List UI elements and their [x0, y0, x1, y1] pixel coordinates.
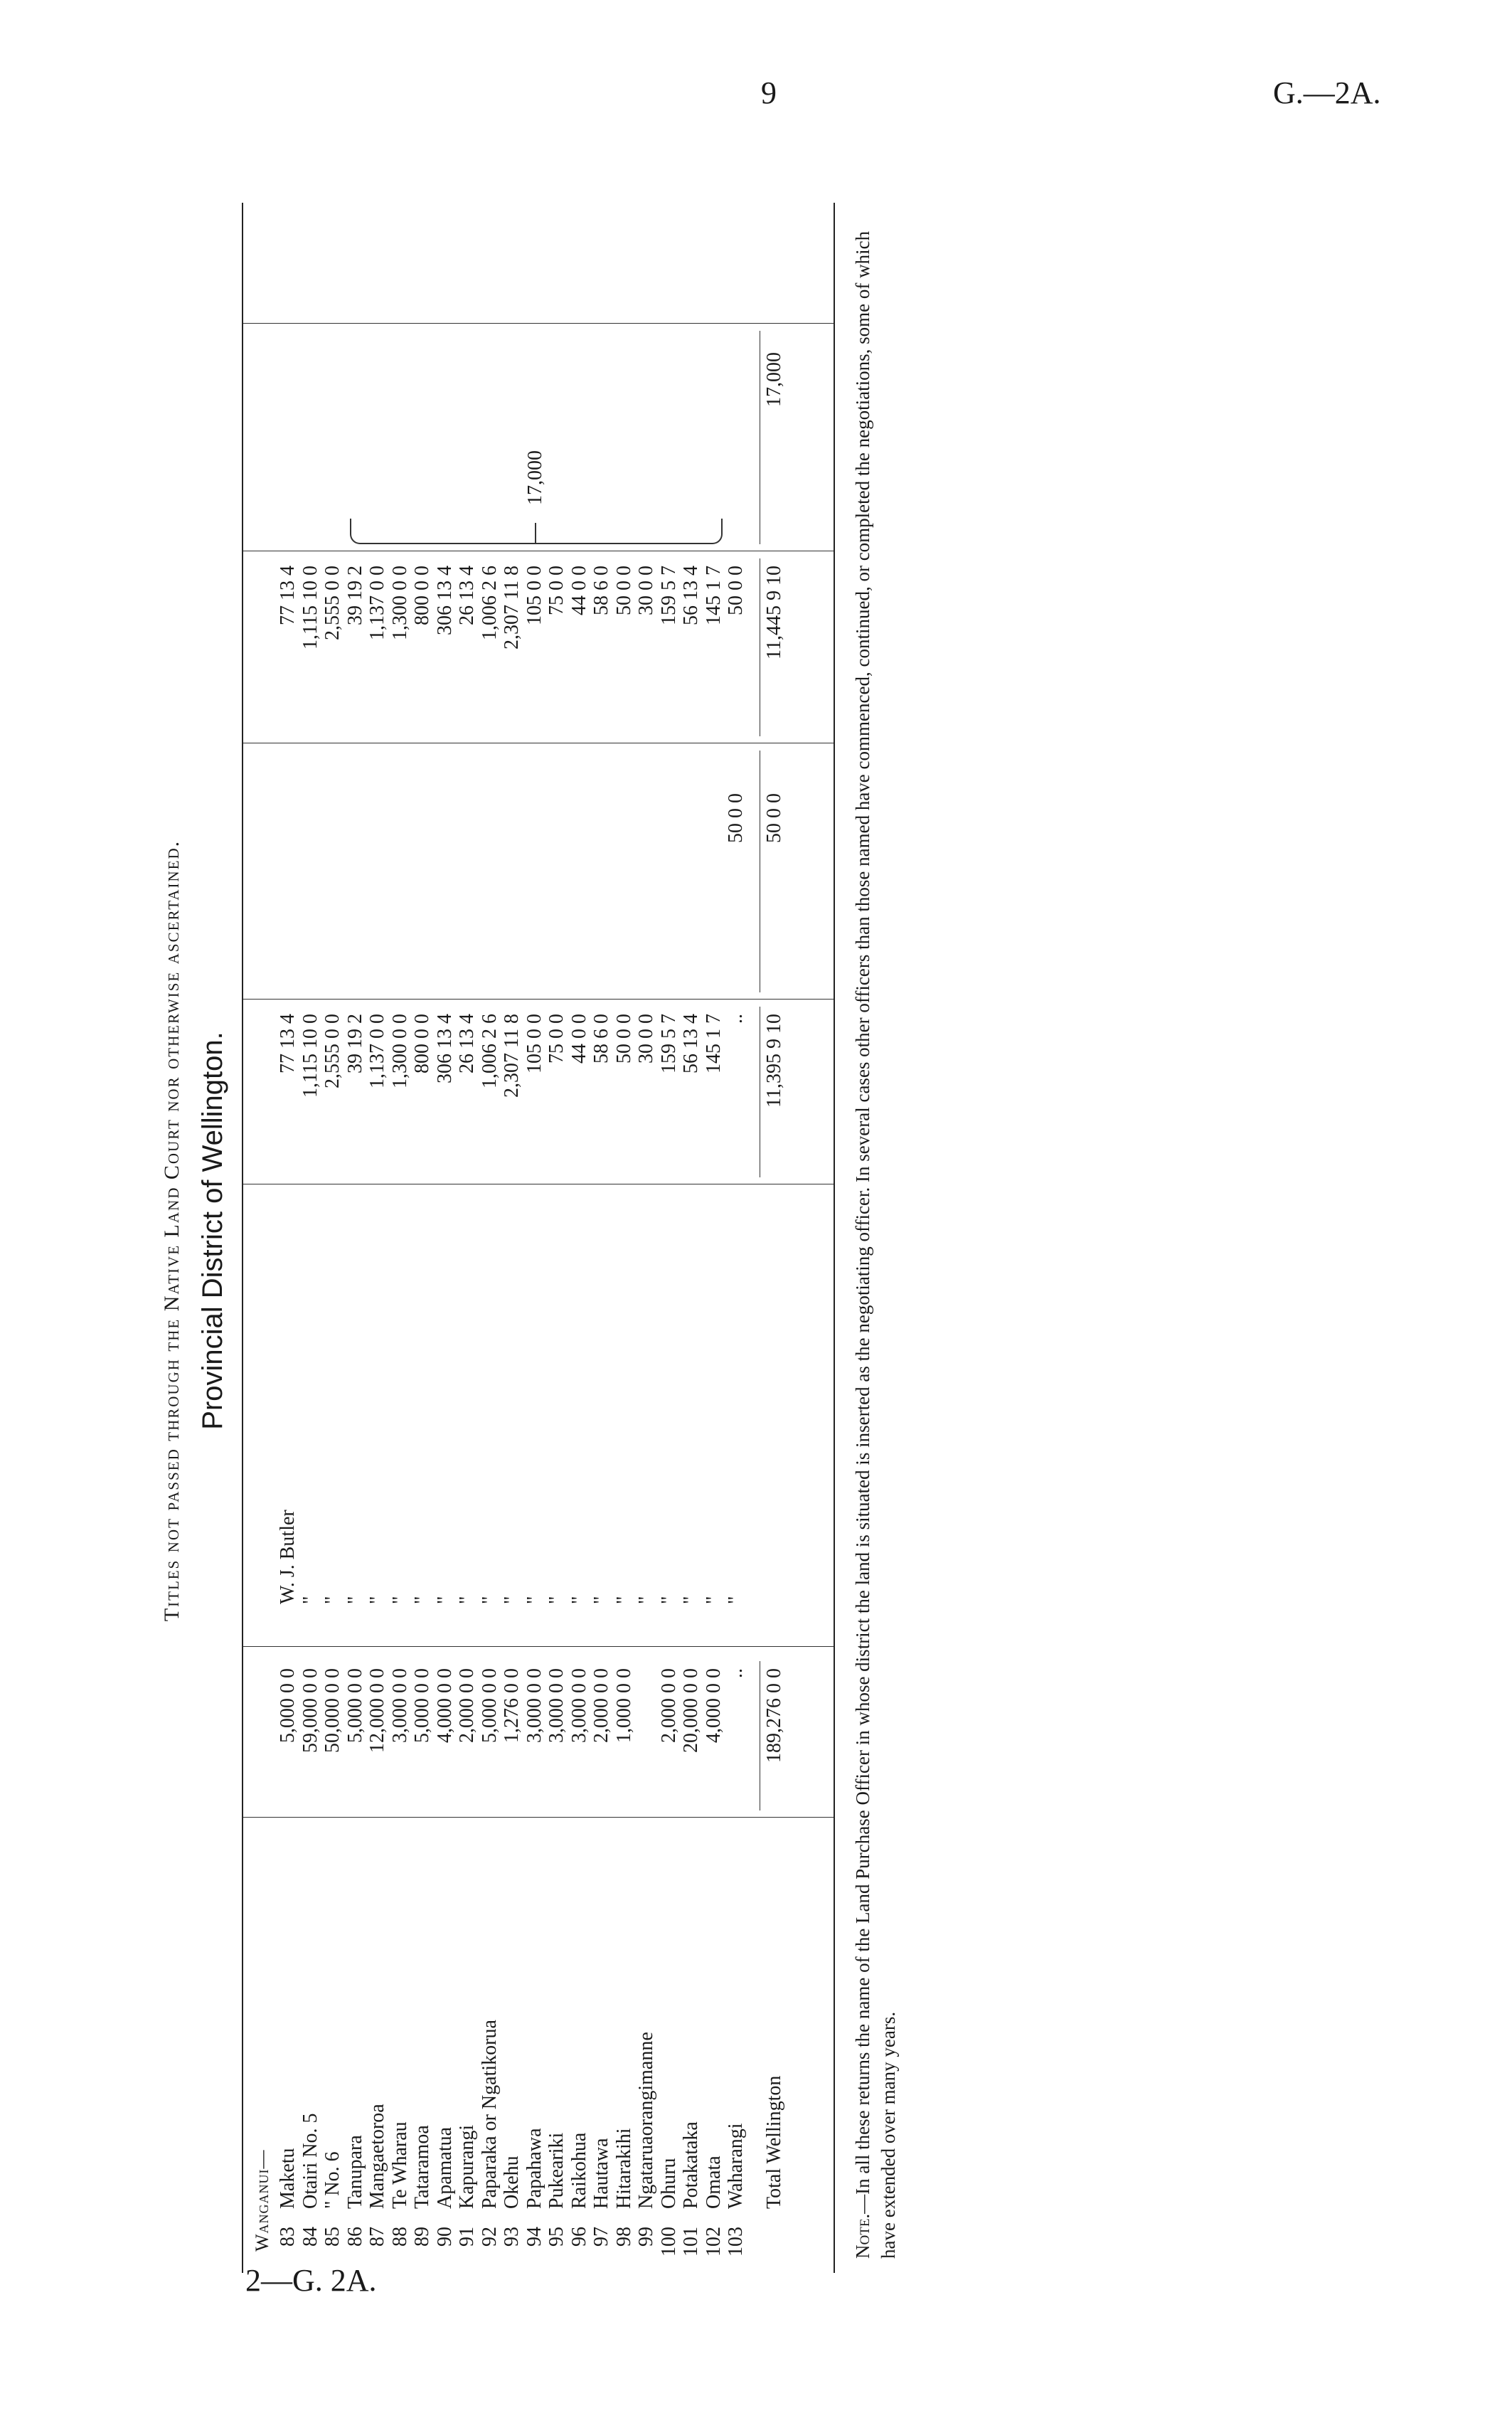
amount-total: 30 0 0: [635, 566, 657, 615]
block-name: Kapurangi: [456, 2124, 478, 2209]
area: 5,000 0 0: [411, 1668, 433, 1743]
row-number: 87: [366, 2227, 388, 2247]
officer: ": [411, 1596, 433, 1604]
area: 5,000 0 0: [277, 1668, 299, 1743]
block-name: Tanupara: [344, 2135, 366, 2209]
officer: ": [612, 1596, 635, 1604]
area: 12,000 0 0: [366, 1668, 388, 1753]
area: ..: [725, 1668, 747, 1678]
block-name: Te Wharau: [388, 2121, 411, 2209]
block-name: Otairi No. 5: [299, 2113, 321, 2209]
row-number: 101: [680, 2227, 702, 2257]
table-row: [300, 203, 321, 2273]
amount-total: 56 13 4: [680, 566, 702, 625]
row-number: 90: [433, 2227, 456, 2247]
amount-total: 1,300 0 0: [388, 566, 411, 640]
row-number: 96: [568, 2227, 590, 2247]
officer: ": [366, 1596, 388, 1604]
amount-total: 145 1 7: [702, 566, 725, 625]
table-row: [322, 203, 344, 2273]
officer: ": [680, 1596, 702, 1604]
table-row: [390, 203, 411, 2273]
note-text: —In all these returns the name of the Land Purchase Officer in whose district the land is situated is inserted as the negotiating officer. In several cases other officers than those named have commenced, continued, or completed the negotiations, some of which have extended over many years.: [852, 230, 899, 2259]
block-name: Mangaetoroa: [366, 2104, 388, 2209]
area: 2,000 0 0: [657, 1668, 680, 1743]
footnote: [850, 196, 901, 2259]
officer: ": [433, 1596, 456, 1604]
area: 1,276 0 0: [501, 1668, 523, 1743]
table-row: [546, 203, 568, 2273]
table-row: [479, 203, 501, 2273]
area: 50,000 0 0: [321, 1668, 344, 1753]
officer: ": [590, 1596, 612, 1604]
amount-total: 1,115 10 0: [299, 566, 321, 650]
amount-total: 58 6 0: [590, 566, 612, 615]
block-name: Tataramoa: [411, 2125, 433, 2209]
amount-paid: 1,137 0 0: [366, 1014, 388, 1088]
amount-paid: 1,006 2 6: [478, 1014, 501, 1088]
amount-paid: 56 13 4: [680, 1014, 702, 1073]
amount-paid: 44 0 0: [568, 1014, 590, 1064]
table-row: [501, 203, 523, 2273]
table-row: [435, 203, 456, 2273]
area: 3,000 0 0: [523, 1668, 545, 1743]
officer: ": [388, 1596, 411, 1604]
total-amount: 11,445 9 10: [762, 566, 785, 659]
amount-paid: 145 1 7: [702, 1014, 725, 1073]
table-row: [681, 203, 702, 2273]
amount-total: 26 13 4: [456, 566, 478, 625]
total-grand: 17,000: [762, 352, 785, 407]
amount-paid: 105 0 0: [523, 1014, 545, 1073]
area: 3,000 0 0: [388, 1668, 411, 1743]
block-name: Waharangi: [725, 2123, 747, 2209]
block-name: Paparaka or Ngatikorua: [478, 2020, 501, 2209]
amount-total: 77 13 4: [277, 566, 299, 625]
amount-total: 75 0 0: [545, 566, 568, 615]
amount-total: 159 5 7: [657, 566, 680, 625]
amount-paid: 2,555 0 0: [321, 1014, 344, 1088]
total-amount-other: 50 0 0: [762, 793, 785, 843]
block-name: Pukeariki: [545, 2132, 568, 2209]
footer-reference: 2—G. 2A.: [245, 2263, 377, 2298]
area: 2,000 0 0: [456, 1668, 478, 1743]
block-name: Maketu: [277, 2148, 299, 2209]
block-name: Omata: [702, 2156, 725, 2209]
area: 4,000 0 0: [702, 1668, 725, 1743]
amount-paid: 306 13 4: [433, 1014, 456, 1083]
amount-paid: 75 0 0: [545, 1014, 568, 1064]
block-name: Okehu: [501, 2156, 523, 2209]
total-area: 189,276 0 0: [762, 1668, 785, 1763]
amount-other: 50 0 0: [725, 793, 747, 843]
officer: ": [702, 1596, 725, 1604]
officer: ": [568, 1596, 590, 1604]
amount-paid: 800 0 0: [411, 1014, 433, 1073]
row-number: 93: [501, 2227, 523, 2247]
amount-total: 50 0 0: [725, 566, 747, 615]
row-number: 98: [612, 2227, 635, 2247]
amount-total: 1,006 2 6: [478, 566, 501, 640]
row-number: 88: [388, 2227, 411, 2247]
officer: ": [635, 1596, 657, 1604]
amount-paid: 50 0 0: [612, 1014, 635, 1064]
row-number: 89: [411, 2227, 433, 2247]
area: 2,000 0 0: [590, 1668, 612, 1743]
row-number: 103: [725, 2227, 747, 2257]
row-number: 94: [523, 2227, 545, 2247]
officer: ": [501, 1596, 523, 1604]
area: 3,000 0 0: [568, 1668, 590, 1743]
bracketed-total: 17,000: [524, 450, 546, 505]
table-row: [659, 203, 680, 2273]
area: 5,000 0 0: [478, 1668, 501, 1743]
amount-paid: 1,300 0 0: [388, 1014, 411, 1088]
area: 59,000 0 0: [299, 1668, 321, 1753]
amount-paid: 26 13 4: [456, 1014, 478, 1073]
row-number: 85: [321, 2227, 344, 2247]
amount-total: 2,555 0 0: [321, 566, 344, 640]
page-number: 9: [761, 75, 777, 110]
officer: ": [321, 1596, 344, 1604]
officer: ": [545, 1596, 568, 1604]
area: 5,000 0 0: [344, 1668, 366, 1743]
block-name: Potakataka: [680, 2121, 702, 2209]
officer: W. J. Butler: [277, 1510, 299, 1604]
block-name: " No. 6: [321, 2151, 344, 2209]
officer: ": [523, 1596, 545, 1604]
table-row: [345, 203, 366, 2273]
total-row: [764, 203, 785, 2273]
table-row: [591, 203, 612, 2273]
amount-total: 306 13 4: [433, 566, 456, 635]
row-number: 91: [456, 2227, 478, 2247]
amount-paid: 39 19 2: [344, 1014, 366, 1073]
table-subtitle: Provincial District of Wellington.: [197, 1032, 228, 1430]
officer: ": [657, 1596, 680, 1604]
officer: ": [344, 1596, 366, 1604]
row-number: 102: [702, 2227, 725, 2257]
amount-paid: 159 5 7: [657, 1014, 680, 1073]
amount-total: 2,307 11 8: [501, 566, 523, 650]
officer: ": [725, 1596, 747, 1604]
row-number: 92: [478, 2227, 501, 2247]
table-row: [636, 203, 657, 2273]
block-name: Papahawa: [523, 2128, 545, 2209]
amount-total: 1,137 0 0: [366, 566, 388, 640]
titles-table: [242, 203, 835, 2273]
note-label: Note.: [852, 2213, 873, 2259]
row-number: 99: [635, 2227, 657, 2247]
block-name: Apamatua: [433, 2126, 456, 2209]
amount-paid: 77 13 4: [277, 1014, 299, 1073]
amount-paid: 30 0 0: [635, 1014, 657, 1064]
amount-paid: 58 6 0: [590, 1014, 612, 1064]
table-row: [457, 203, 478, 2273]
section-heading: Wanganui—: [252, 2149, 272, 2252]
table-row: [367, 203, 388, 2273]
row-number: 95: [545, 2227, 568, 2247]
area: 1,000 0 0: [612, 1668, 635, 1743]
table-row: [412, 203, 433, 2273]
row-number: 83: [277, 2227, 299, 2247]
block-name: Ngataruaorangimanne: [635, 2032, 657, 2209]
area: 3,000 0 0: [545, 1668, 568, 1743]
table-title: Titles not passed through the Native Land Court nor otherwise ascertained.: [160, 839, 183, 1622]
area: 20,000 0 0: [680, 1668, 702, 1753]
area: 4,000 0 0: [433, 1668, 456, 1743]
officer: ": [456, 1596, 478, 1604]
block-name: Hautawa: [590, 2138, 612, 2209]
officer: ": [299, 1596, 321, 1604]
amount-paid: ..: [725, 1014, 747, 1024]
amount-total: 50 0 0: [612, 566, 635, 615]
amount-paid: 2,307 11 8: [501, 1014, 523, 1098]
row-number: 86: [344, 2227, 366, 2247]
table-row: [277, 203, 299, 2273]
rotated-table-page: [139, 174, 957, 2287]
row-number: 97: [590, 2227, 612, 2247]
officer: ": [478, 1596, 501, 1604]
block-name: Ohuru: [657, 2158, 680, 2209]
table-row: [569, 203, 590, 2273]
total-amount-paid: 11,395 9 10: [762, 1014, 785, 1108]
amount-total: 800 0 0: [411, 566, 433, 625]
total-label: Total Wellington: [762, 2075, 785, 2209]
row-number: 84: [299, 2227, 321, 2247]
row-number: 100: [657, 2227, 680, 2257]
amount-total: 39 19 2: [344, 566, 366, 625]
block-name: Raikohua: [568, 2132, 590, 2209]
amount-paid: 1,115 10 0: [299, 1014, 321, 1098]
block-name: Hitarakihi: [612, 2128, 635, 2209]
amount-total: 105 0 0: [523, 566, 545, 625]
document-reference: G.—2A.: [1273, 75, 1381, 110]
table-row: [524, 203, 545, 2273]
table-row: [725, 203, 747, 2273]
amount-total: 44 0 0: [568, 566, 590, 615]
table-row: [703, 203, 725, 2273]
table-row: [614, 203, 635, 2273]
